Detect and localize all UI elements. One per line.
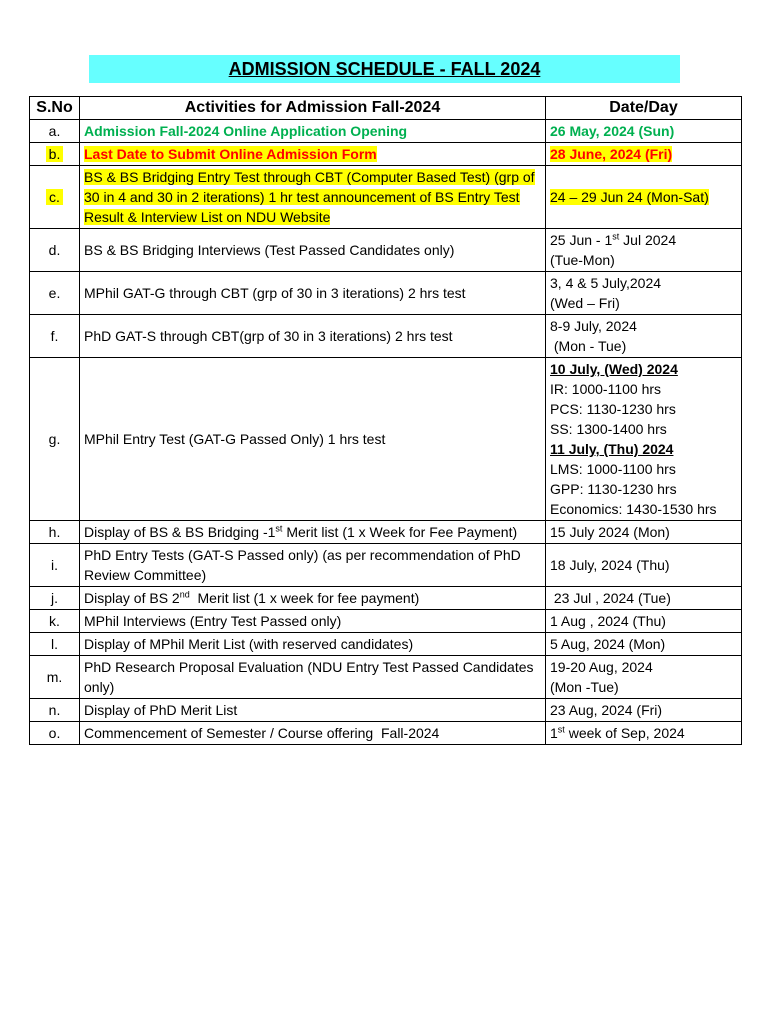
row-sno-text: c. [46,189,63,205]
time-slot: PCS: 1130-1230 hrs [550,401,676,417]
admission-schedule-table [29,96,742,745]
row-activity [80,166,546,229]
row-sno: a. [30,120,80,143]
row-activity-text: Last Date to Submit Online Admission Form [84,146,377,162]
header-activity: Activities for Admission Fall-2024 [80,97,546,120]
date-day: (Wed – Fri) [550,295,620,311]
table-row [30,315,742,358]
date-part: Jul 2024 [619,232,677,248]
row-sno: l. [30,633,80,656]
table-row [30,521,742,544]
row-activity: MPhil GAT-G through CBT (grp of 30 in 3 iterations) 2 hrs test [80,272,546,315]
activity-part: Display of BS & BS Bridging -1 [84,524,276,540]
row-sno: e. [30,272,80,315]
row-date: 1 Aug , 2024 (Thu) [546,610,742,633]
time-slot: LMS: 1000-1100 hrs [550,461,676,477]
date-line: 3, 4 & 5 July,2024 [550,275,662,291]
row-sno [30,166,80,229]
table-row [30,166,742,229]
header-row [30,97,742,120]
row-sno-text: b. [46,146,64,162]
row-date [546,143,742,166]
date-day: (Tue-Mon) [550,252,615,268]
activity-part: Merit list (1 x Week for Fee Payment) [282,524,518,540]
date-line [550,230,737,250]
row-sno: k. [30,610,80,633]
row-date-text: 28 June, 2024 (Fri) [550,146,673,162]
table-row [30,143,742,166]
ordinal-suffix: st [612,231,620,242]
row-activity: PhD Research Proposal Evaluation (NDU Entry Test Passed Candidates only) [80,656,546,699]
row-sno: n. [30,699,80,722]
table-row [30,272,742,315]
table-row [30,722,742,745]
time-slot: Economics: 1430-1530 hrs [550,501,717,517]
row-activity: PhD GAT-S through CBT(grp of 30 in 3 iterations) 2 hrs test [80,315,546,358]
date-part: 25 Jun - 1 [550,232,613,248]
row-date [546,722,742,745]
row-date [546,656,742,699]
ordinal-suffix: st [275,523,283,534]
row-sno: i. [30,544,80,587]
time-slot: IR: 1000-1100 hrs [550,381,662,397]
row-date: 23 Jul , 2024 (Tue) [546,587,742,610]
row-sno: m. [30,656,80,699]
ordinal-suffix: nd [179,589,190,600]
activity-part: Display of BS 2 [84,590,180,606]
time-slot: GPP: 1130-1230 hrs [550,481,677,497]
row-date [546,358,742,521]
row-date: 26 May, 2024 (Sun) [546,120,742,143]
row-date-text: 24 – 29 Jun 24 (Mon-Sat) [550,189,709,205]
row-activity: PhD Entry Tests (GAT-S Passed only) (as per recommendation of PhD Review Committee) [80,544,546,587]
row-activity [80,143,546,166]
row-activity: Display of PhD Merit List [80,699,546,722]
table-row [30,610,742,633]
row-date: 15 July 2024 (Mon) [546,521,742,544]
time-slot: SS: 1300-1400 hrs [550,421,667,437]
row-sno: o. [30,722,80,745]
table-row [30,358,742,521]
header-sno: S.No [30,97,80,120]
row-activity-text: BS & BS Bridging Entry Test through CBT (Computer Based Test) (grp of 30 in 4 and 30 in 2 iterations) 1 hr test announcement of BS Entry Test Result & Interview List on NDU Website [84,169,535,225]
row-sno: f. [30,315,80,358]
table-row [30,656,742,699]
page-title: ADMISSION SCHEDULE - FALL 2024 [228,59,541,79]
row-activity: Display of MPhil Merit List (with reserved candidates) [80,633,546,656]
date-day: (Mon - Tue) [550,338,627,354]
ordinal-suffix: st [557,724,565,735]
test-day-heading: 11 July, (Thu) 2024 [550,441,674,457]
table-row [30,699,742,722]
row-sno: h. [30,521,80,544]
row-date: 18 July, 2024 (Thu) [546,544,742,587]
row-date: 5 Aug, 2024 (Mon) [546,633,742,656]
date-day: (Mon -Tue) [550,679,619,695]
title-banner [89,55,680,83]
row-activity: Commencement of Semester / Course offering Fall-2024 [80,722,546,745]
row-date [546,272,742,315]
table-row [30,587,742,610]
row-activity: Admission Fall-2024 Online Application Opening [80,120,546,143]
row-activity: MPhil Entry Test (GAT-G Passed Only) 1 hrs test [80,358,546,521]
row-activity [80,587,546,610]
row-activity [80,521,546,544]
date-part: 1 [550,725,558,741]
row-activity: MPhil Interviews (Entry Test Passed only) [80,610,546,633]
date-line: 19-20 Aug, 2024 [550,659,653,675]
header-date: Date/Day [546,97,742,120]
row-date: 23 Aug, 2024 (Fri) [546,699,742,722]
activity-part: Merit list (1 x week for fee payment) [189,590,420,606]
test-day-heading: 10 July, (Wed) 2024 [550,361,678,377]
row-sno [30,143,80,166]
row-date [546,315,742,358]
row-activity: BS & BS Bridging Interviews (Test Passed Candidates only) [80,229,546,272]
table-row [30,229,742,272]
date-line: 8-9 July, 2024 [550,318,637,334]
table-row [30,120,742,143]
table-row [30,544,742,587]
row-sno: d. [30,229,80,272]
row-sno: j. [30,587,80,610]
table-row [30,633,742,656]
row-date [546,229,742,272]
row-date [546,166,742,229]
date-part: week of Sep, 2024 [564,725,685,741]
row-sno: g. [30,358,80,521]
